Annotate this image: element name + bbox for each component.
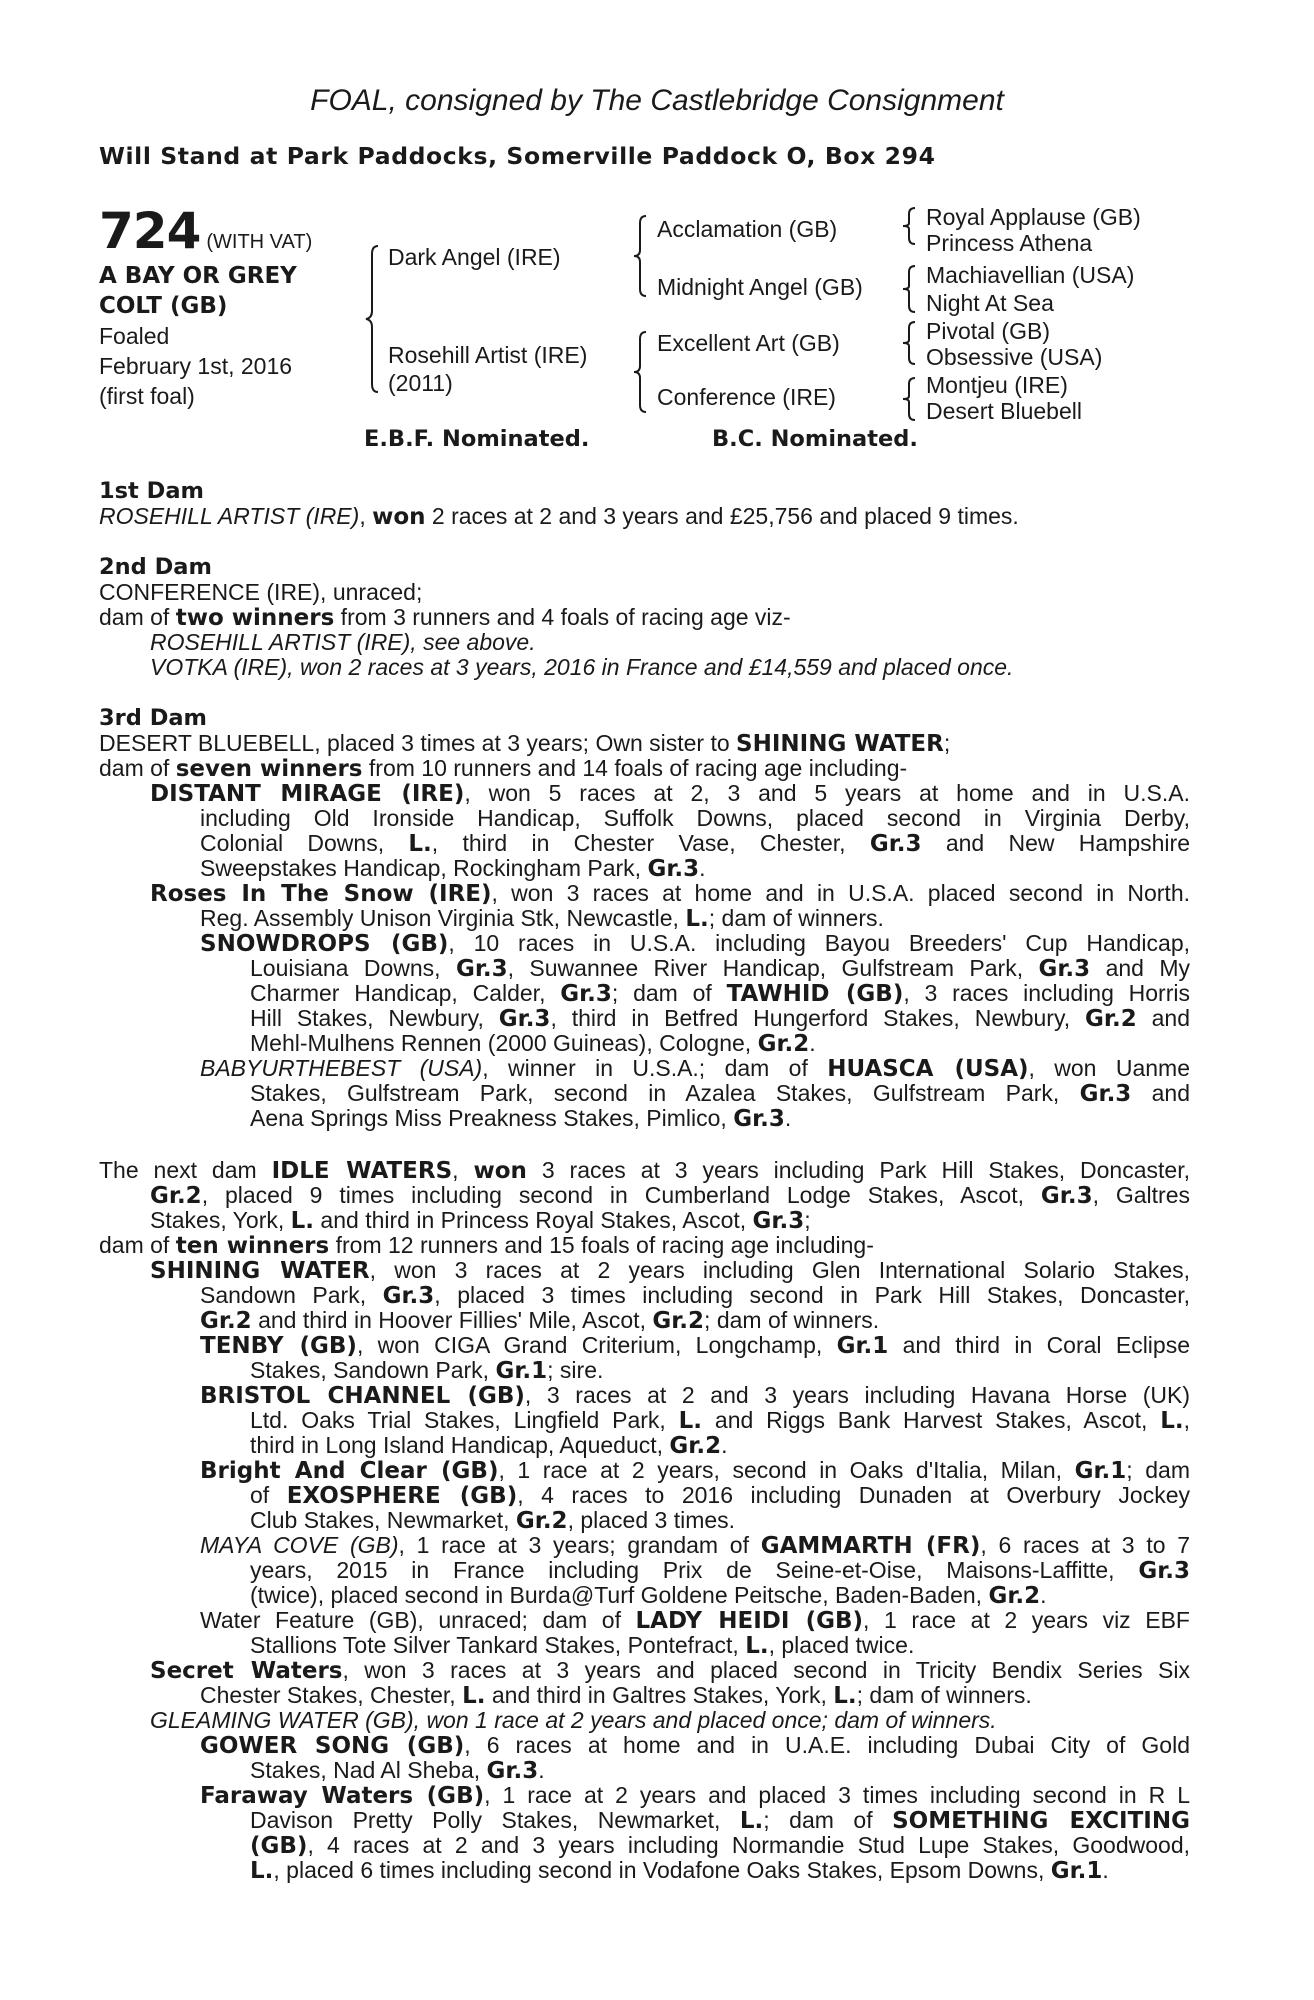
dam-dam: Conference (IRE) xyxy=(657,384,836,410)
sire-dam: Midnight Angel (GB) xyxy=(657,274,863,300)
distant-mirage-4: Sweepstakes Handicap, Rockingham Park, Gr.3. xyxy=(200,855,706,882)
sire-sire: Acclamation (GB) xyxy=(657,216,838,242)
faraway-waters-2: Davison Pretty Polly Stakes, Newmarket, L.; dam of SOMETHING EXCITING xyxy=(250,1807,1190,1834)
second-dam-progeny-2: VOTKA (IRE), won 2 races at 3 years, 2016 in France and £14,559 and placed once. xyxy=(150,654,1014,680)
gleaming-water-1: GLEAMING WATER (GB), won 1 race at 2 years and placed once; dam of winners. xyxy=(150,1707,997,1733)
secret-waters-2: Chester Stakes, Chester, L. and third in Galtres Stakes, York, L.; dam of winners. xyxy=(200,1682,1032,1709)
third-dam-line1: DESERT BLUEBELL, placed 3 times at 3 years; Own sister to SHINING WATER; xyxy=(99,730,951,757)
third-dam-line2: dam of seven winners from 10 runners and 14 foals of racing age including- xyxy=(99,755,908,782)
bright-and-clear-1: Bright And Clear (GB), 1 race at 2 years, second in Oaks d'Italia, Milan, Gr.1; dam xyxy=(200,1457,1190,1484)
second-dam-line1: CONFERENCE (IRE), unraced; xyxy=(99,579,423,605)
shining-water-3: Gr.2 and third in Hoover Fillies' Mile, Ascot, Gr.2; dam of winners. xyxy=(200,1307,880,1334)
water-feature-2: Stallions Tote Silver Tankard Stakes, Pontefract, L., placed twice. xyxy=(250,1632,915,1659)
foaled-date: February 1st, 2016 xyxy=(99,353,293,379)
second-dam-line2: dam of two winners from 3 runners and 4 foals of racing age viz- xyxy=(99,604,791,631)
ebf-nominated: E.B.F. Nominated. xyxy=(364,426,590,452)
maya-cove-3: (twice), placed second in Burda@Turf Goldene Peitsche, Baden-Baden, Gr.2. xyxy=(250,1582,1047,1609)
horse-description xyxy=(99,261,297,411)
first-dam-name: ROSEHILL ARTIST (IRE) xyxy=(99,503,360,529)
faraway-waters-1: Faraway Waters (GB), 1 race at 2 years and placed 3 times including second in R L xyxy=(200,1782,1190,1809)
bristol-channel-2: Ltd. Oaks Trial Stakes, Lingfield Park, L. and Riggs Bank Harvest Stakes, Ascot, L., xyxy=(250,1407,1190,1434)
ped-dss: Pivotal (GB) xyxy=(926,318,1050,344)
next-dam-3: Stakes, York, L. and third in Princess Royal Stakes, Ascot, Gr.3; xyxy=(150,1207,811,1234)
ped-dds: Montjeu (IRE) xyxy=(926,372,1068,398)
ped-sss: Royal Applause (GB) xyxy=(926,204,1141,230)
babyurthebest-1: BABYURTHEBEST (USA), winner in U.S.A.; dam of HUASCA (USA), won Uanme xyxy=(200,1055,1190,1082)
third-dam-heading: 3rd Dam xyxy=(99,705,207,731)
stand-location: Will Stand at Park Paddocks, Somerville Paddock O, Box 294 xyxy=(99,142,936,170)
water-feature-1: Water Feature (GB), unraced; dam of LADY HEIDI (GB), 1 race at 2 years viz EBF xyxy=(200,1607,1190,1634)
catalogue-title: FOAL, consigned by The Castlebridge Consignment xyxy=(310,84,1004,117)
roses-snow-1: Roses In The Snow (IRE), won 3 races at home and in U.S.A. placed second in North. xyxy=(150,880,1191,907)
foal-note: (first foal) xyxy=(99,383,195,409)
ped-ssd: Princess Athena xyxy=(926,230,1093,256)
roses-snow-2: Reg. Assembly Unison Virginia Stk, Newcastle, L.; dam of winners. xyxy=(200,905,884,932)
snowdrops-1: SNOWDROPS (GB), 10 races in U.S.A. including Bayou Breeders' Cup Handicap, xyxy=(200,930,1190,957)
ds-brace xyxy=(901,320,917,366)
babyurthebest-3: Aena Springs Miss Preakness Stakes, Pimlico, Gr.3. xyxy=(250,1105,792,1132)
lot-number-block xyxy=(99,202,312,260)
next-dam-2: Gr.2, placed 9 times including second in Cumberland Lodge Stakes, Ascot, Gr.3, Galtres xyxy=(150,1182,1190,1209)
first-dam-heading: 1st Dam xyxy=(99,478,204,504)
bristol-channel-3: third in Long Island Handicap, Aqueduct, Gr.2. xyxy=(250,1432,728,1459)
dam-brace xyxy=(632,330,648,414)
dd-brace xyxy=(901,376,917,422)
first-dam-record: ROSEHILL ARTIST (IRE), won 2 races at 2 and 3 years and £25,756 and placed 9 times. xyxy=(99,503,1019,530)
dam-year: (2011) xyxy=(388,370,453,396)
maya-cove-1: MAYA COVE (GB), 1 race at 3 years; grandam of GAMMARTH (FR), 6 races at 3 to 7 xyxy=(200,1532,1191,1559)
dam-name: Rosehill Artist (IRE) xyxy=(388,342,588,368)
babyurthebest-2: Stakes, Gulfstream Park, second in Azalea Stakes, Gulfstream Park, Gr.3 and xyxy=(250,1080,1190,1107)
maya-cove-2: years, 2015 in France including Prix de Seine-et-Oise, Maisons-Laffitte, Gr.3 xyxy=(250,1557,1190,1584)
distant-mirage-3: Colonial Downs, L., third in Chester Vase, Chester, Gr.3 and New Hampshire xyxy=(200,830,1190,857)
ss-brace xyxy=(901,206,917,246)
ped-sdd: Night At Sea xyxy=(926,290,1054,316)
second-dam-heading: 2nd Dam xyxy=(99,554,212,580)
snowdrops-4: Hill Stakes, Newbury, Gr.3, third in Betfred Hungerford Stakes, Newbury, Gr.2 and xyxy=(250,1005,1190,1032)
faraway-waters-4: L., placed 6 times including second in Vodafone Oaks Stakes, Epsom Downs, Gr.1. xyxy=(250,1857,1109,1884)
bristol-channel-1: BRISTOL CHANNEL (GB), 3 races at 2 and 3 years including Havana Horse (UK) xyxy=(200,1382,1190,1409)
distant-mirage-1: DISTANT MIRAGE (IRE), won 5 races at 2, 3 and 5 years at home and in U.S.A. xyxy=(150,780,1190,807)
vat-label: (WITH VAT) xyxy=(206,231,313,253)
bright-and-clear-2: of EXOSPHERE (GB), 4 races to 2016 including Dunaden at Overbury Jockey xyxy=(250,1482,1191,1509)
snowdrops-5: Mehl-Mulhens Rennen (2000 Guineas), Cologne, Gr.2. xyxy=(250,1030,816,1057)
tenby-1: TENBY (GB), won CIGA Grand Criterium, Longchamp, Gr.1 and third in Coral Eclipse xyxy=(200,1332,1190,1359)
dam-sire: Excellent Art (GB) xyxy=(657,330,840,356)
shining-water-1: SHINING WATER, won 3 races at 2 years including Glen International Solario Stakes, xyxy=(150,1257,1191,1284)
sire-dam-brace xyxy=(364,244,380,394)
shining-water-2: Sandown Park, Gr.3, placed 3 times including second in Park Hill Stakes, Doncaster, xyxy=(200,1282,1191,1309)
faraway-waters-3: (GB), 4 races at 2 and 3 years including Normandie Stud Lupe Stakes, Goodwood, xyxy=(250,1832,1190,1859)
snowdrops-2: Louisiana Downs, Gr.3, Suwannee River Handicap, Gulfstream Park, Gr.3 and My xyxy=(250,955,1190,982)
second-dam-progeny-1: ROSEHILL ARTIST (IRE), see above. xyxy=(150,629,536,655)
next-dam-1: The next dam IDLE WATERS, won 3 races at 3 years including Park Hill Stakes, Doncaster, xyxy=(99,1157,1190,1184)
snowdrops-3: Charmer Handicap, Calder, Gr.3; dam of TAWHID (GB), 3 races including Horris xyxy=(250,980,1190,1007)
sire-name: Dark Angel (IRE) xyxy=(388,244,561,270)
tenby-2: Stakes, Sandown Park, Gr.1; sire. xyxy=(250,1357,604,1384)
horse-sex: COLT (GB) xyxy=(99,293,228,319)
ped-sds: Machiavellian (USA) xyxy=(926,262,1135,288)
sd-brace xyxy=(901,264,917,314)
ped-ddd: Desert Bluebell xyxy=(926,398,1082,424)
bright-and-clear-3: Club Stakes, Newmarket, Gr.2, placed 3 times. xyxy=(250,1507,736,1534)
sire-brace xyxy=(632,214,648,298)
secret-waters-1: Secret Waters, won 3 races at 3 years and placed second in Tricity Bendix Series Six xyxy=(150,1657,1190,1684)
distant-mirage-2: including Old Ironside Handicap, Suffolk Downs, placed second in Virginia Derby, xyxy=(200,805,1190,831)
lot-number: 724 xyxy=(99,202,201,260)
ped-dsd: Obsessive (USA) xyxy=(926,344,1103,370)
horse-colour: A BAY OR GREY xyxy=(99,263,297,289)
gower-song-1: GOWER SONG (GB), 6 races at home and in U.A.E. including Dubai City of Gold xyxy=(200,1732,1190,1759)
gower-song-2: Stakes, Nad Al Sheba, Gr.3. xyxy=(250,1757,545,1784)
won-label: won xyxy=(372,504,426,530)
next-dam-4: dam of ten winners from 12 runners and 15 foals of racing age including- xyxy=(99,1232,874,1259)
bc-nominated: B.C. Nominated. xyxy=(712,426,918,452)
foaled-label: Foaled xyxy=(99,323,170,349)
